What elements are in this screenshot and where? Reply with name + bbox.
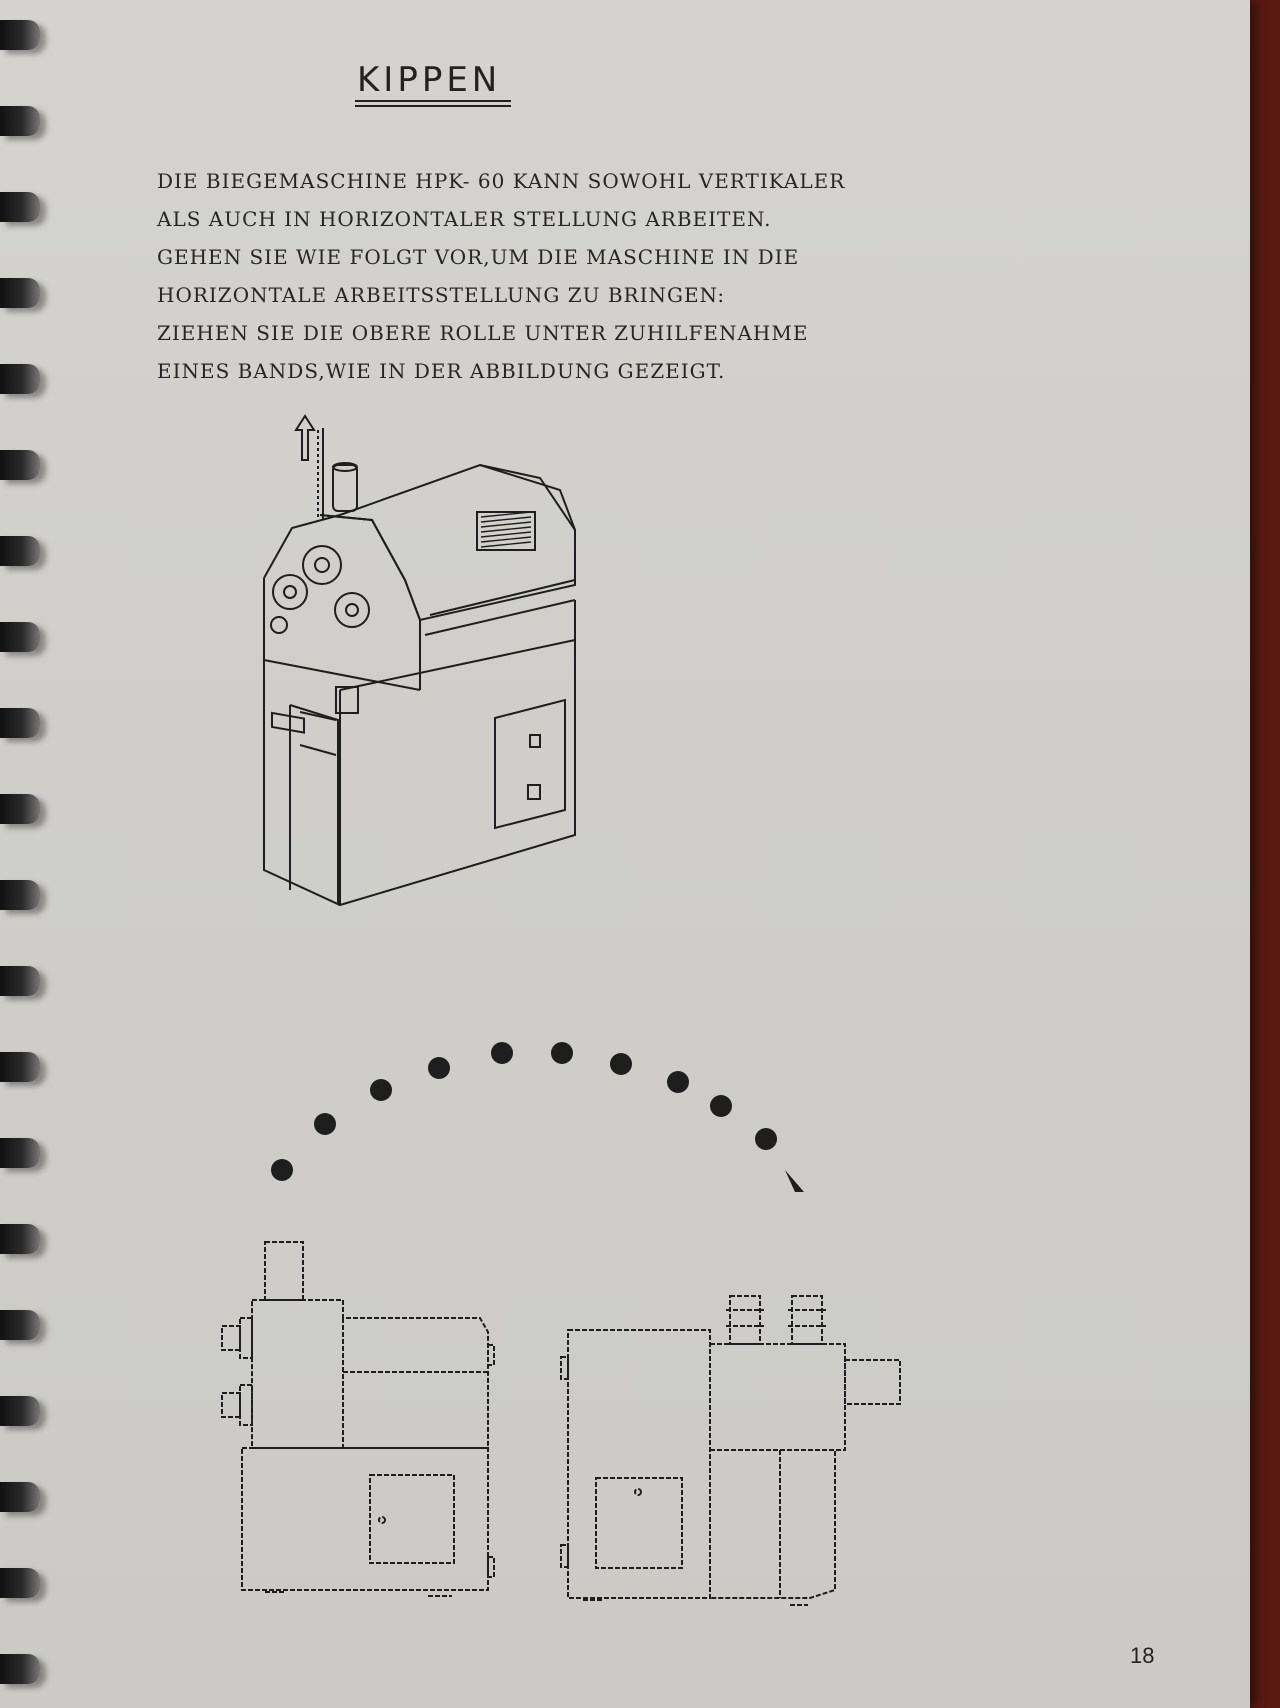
page-title: KIPPEN: [357, 60, 502, 100]
lift-arrow-icon: [296, 416, 314, 460]
page-number: 18: [1130, 1643, 1155, 1668]
rotation-arc-arrow: [271, 1042, 804, 1192]
paragraph-line: HORIZONTALE ARBEITSSTELLUNG ZU BRINGEN:: [157, 283, 726, 307]
machine-horizontal-side-view: [561, 1296, 900, 1605]
machine-vertical-illustration: [264, 416, 575, 905]
arc-arrowhead-icon: [785, 1170, 804, 1192]
paragraph-line: ALS AUCH IN HORIZONTALER STELLUNG ARBEITEN.: [157, 207, 772, 231]
paragraph-line: DIE BIEGEMASCHINE HPK- 60 KANN SOWOHL VERTIKALER: [157, 169, 846, 193]
paragraph-line: ZIEHEN SIE DIE OBERE ROLLE UNTER ZUHILFENAHME: [157, 321, 809, 345]
machine-vertical-side-view: [222, 1242, 494, 1596]
paragraph-line: GEHEN SIE WIE FOLGT VOR,UM DIE MASCHINE IN DIE: [157, 245, 800, 269]
paragraph-line: EINES BANDS,WIE IN DER ABBILDUNG GEZEIGT.: [157, 359, 726, 383]
